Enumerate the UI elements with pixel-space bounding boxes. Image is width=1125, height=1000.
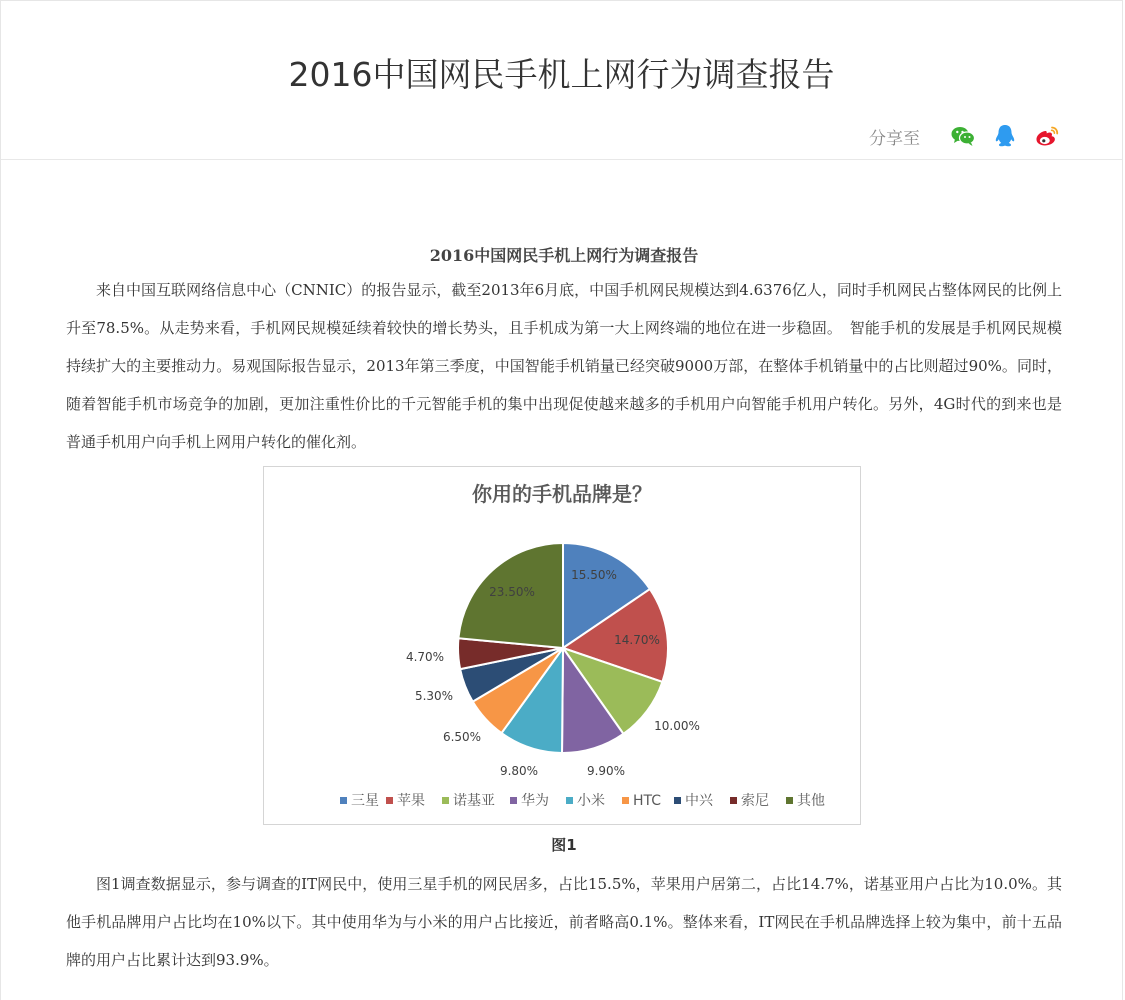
legend-label: 诺基亚 xyxy=(453,793,495,809)
qq-icon[interactable] xyxy=(992,123,1018,149)
pie-chart xyxy=(264,467,860,824)
legend-swatch xyxy=(730,797,737,804)
pie-data-label: 23.50% xyxy=(489,585,535,599)
article-paragraph: 来自中国互联网络信息中心（CNNIC）的报告显示，截至2013年6月底，中国手机网民规模达到4.6376亿人，同时手机网民占整体网民的比例上升至78.5%。从走势来看，手机网民规模延续着较快的增长势头，且手机成为第一大上网终端的地位在进一步稳固。 智能手机的发展是手机网民规模持续扩大的主要推动力。易观国际报告显示，2013年第三季度，中国智能手机销量已经突破9000万部，在整体手机销量中的占比则超过90%。同时，随着智能手机市场竞争的加剧，更加注重性价比的千元智能手机的集中出现促使越来越多的手机用户向智能手机用户转化。另外，4G时代的到来也是普通手机用户向手机上网用户转化的催化剂。 xyxy=(66,281,1062,451)
share-bar xyxy=(869,122,1060,150)
pie-data-label: 6.50% xyxy=(442,730,482,744)
legend-swatch xyxy=(442,797,449,804)
pie-data-label: 4.70% xyxy=(405,650,445,664)
legend-label: 中兴 xyxy=(685,793,713,809)
legend-label: 三星 xyxy=(351,793,379,809)
wechat-icon[interactable] xyxy=(950,123,976,149)
article-title: 2016中国网民手机上网行为调查报告 xyxy=(429,246,699,265)
legend-swatch xyxy=(786,797,793,804)
legend-label: 小米 xyxy=(577,793,605,809)
legend-label: 索尼 xyxy=(741,793,769,809)
pie-chart-figure xyxy=(263,466,861,825)
legend-swatch xyxy=(566,797,573,804)
share-label: 分享至 xyxy=(869,128,920,149)
pie-data-label: 10.00% xyxy=(654,719,700,733)
legend-swatch xyxy=(340,797,347,804)
legend-label: HTC xyxy=(633,793,662,809)
legend-label: 苹果 xyxy=(397,793,425,809)
chart-title: 你用的手机品牌是？ xyxy=(472,482,652,506)
legend-label: 其他 xyxy=(797,793,825,809)
article-header xyxy=(1,1,1122,160)
figure-caption: 图1 xyxy=(551,836,577,854)
article-paragraph: 图1调查数据显示，参与调查的IT网民中，使用三星手机的网民居多，占比15.5%，苹果用户居第二，占比14.7%，诺基亚用户占比为10.0%。其他手机品牌用户占比均在10%以下。其中使用华为与小米的用户占比接近，前者略高0.1%。整体来看，IT网民在手机品牌选择上较为集中，前十五品牌的用户占比累计达到93.9%。 xyxy=(66,875,1062,969)
legend-swatch xyxy=(386,797,393,804)
pie-data-label: 9.90% xyxy=(586,764,626,778)
legend-label: 华为 xyxy=(521,793,549,809)
pie-data-label: 9.80% xyxy=(499,764,539,778)
legend-swatch xyxy=(510,797,517,804)
legend-swatch xyxy=(674,797,681,804)
pie-data-label: 14.70% xyxy=(614,633,660,647)
article-body xyxy=(66,241,1062,979)
pie-data-label: 15.50% xyxy=(571,568,617,582)
pie-data-label: 5.30% xyxy=(414,689,454,703)
weibo-icon[interactable] xyxy=(1034,123,1060,149)
page-title: 2016中国网民手机上网行为调查报告 xyxy=(288,55,835,94)
legend-swatch xyxy=(622,797,629,804)
